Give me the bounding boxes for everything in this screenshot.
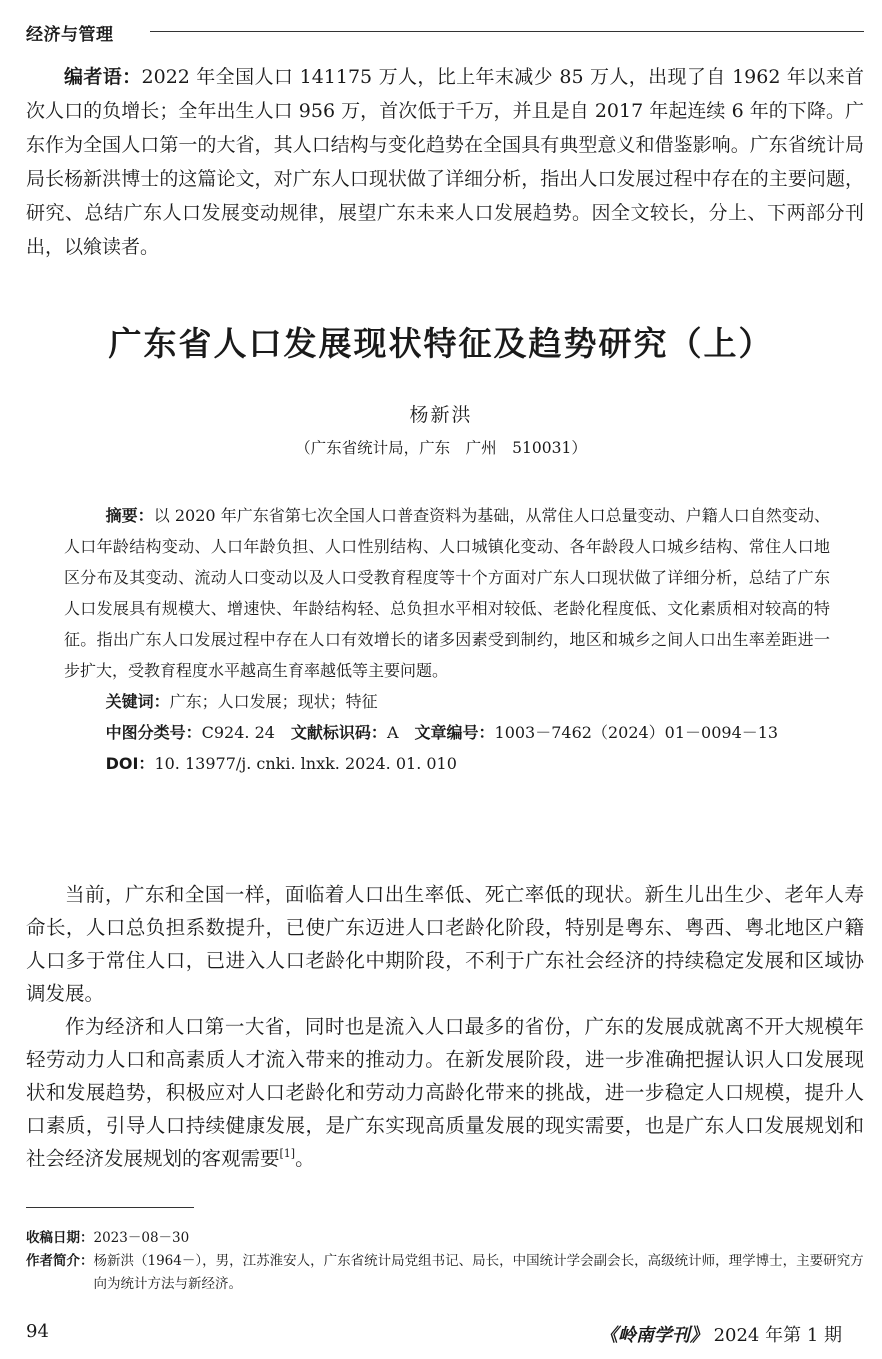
article-title: 广东省人口发展现状特征及趋势研究（上） [108, 324, 774, 363]
clc-value: C924. 24 [201, 723, 275, 742]
author-affiliation: （广东省统计局，广东 广州 510031） [295, 439, 587, 457]
doi-value: 10. 13977/j. cnki. lnxk. 2024. 01. 010 [154, 754, 457, 773]
body-text [26, 878, 864, 1175]
running-header [26, 18, 864, 44]
author-bio-row [26, 1250, 864, 1296]
clc-label: 中图分类号： [105, 723, 202, 742]
abstract-paragraph [64, 500, 830, 686]
doc-code-label: 文献标识码： [290, 723, 387, 742]
author-bio-label: 作者简介： [26, 1253, 94, 1269]
journal-info [600, 1321, 842, 1347]
keywords-value: 广东；人口发展；现状；特征 [169, 692, 378, 711]
article-no-value: 1003－7462（2024）01－0094－13 [494, 723, 779, 742]
body-paragraph-2 [26, 1010, 864, 1175]
journal-issue: 2024 年第 1 期 [713, 1325, 842, 1346]
doi-label: DOI： [105, 754, 155, 773]
doi-line [64, 748, 830, 779]
page-footer [26, 1321, 842, 1347]
author-name: 杨新洪 [409, 404, 473, 426]
received-value: 2023－08－30 [93, 1230, 190, 1246]
editor-note-label: 编者语： [64, 66, 142, 88]
received-date-row [26, 1227, 864, 1250]
editor-note-text: 2022 年全国人口 141175 万人，比上年末减少 85 万人，出现了自 1962 年以来首次人口的负增长；全年出生人口 956 万，首次低于千万，并且是自 2017 年起连续 6 年的下降。广东作为全国人口第一的大省，其人口结构与变化趋势在全国具有典型意义和借鉴影响。广东省统计局局长杨新洪博士的这篇论文，对广东人口现状做了详细分析，指出人口发展过程中存在的主要问题，研究、总结广东人口发展变动规律，展望广东未来人口发展趋势。因全文较长，分上、下两部分刊出，以飨读者。 [26, 66, 864, 258]
body-paragraph-2-text: 作为经济和人口第一大省，同时也是流入人口最多的省份，广东的发展成就离不开大规模年轻劳动力人口和高素质人才流入带来的推动力。在新发展阶段，进一步准确把握认识人口发展现状和发展趋势，积极应对人口老龄化和劳动力高龄化带来的挑战，进一步稳定人口规模，提升人口素质，引导人口持续健康发展，是广东实现高质量发展的现实需要，也是广东人口发展规划和社会经济发展规划的客观需要 [26, 1015, 864, 1170]
keywords-label: 关键词： [105, 692, 170, 711]
header-rule [150, 31, 864, 32]
abstract-block [64, 500, 830, 779]
doc-code-value: A [386, 723, 399, 742]
journal-name: 《岭南学刊》 [599, 1325, 708, 1346]
abstract-text: 以 2020 年广东省第七次全国人口普查资料为基础，从常住人口总量变动、户籍人口自然变动、人口年龄结构变动、人口年龄负担、人口性别结构、人口城镇化变动、各年龄段人口城乡结构、常住人口地区分布及其变动、流动人口变动以及人口受教育程度等十个方面对广东人口现状做了详细分析，总结了广东人口发展具有规模大、增速快、年龄结构轻、总负担水平相对较低、老龄化程度低、文化素质相对较高的特征。指出广东人口发展过程中存在人口有效增长的诸多因素受到制约，地区和城乡之间人口出生率差距进一步扩大，受教育程度水平越高生育率越低等主要问题。 [64, 506, 830, 680]
article-no-label: 文章编号： [414, 723, 495, 742]
author-bio-text: 杨新洪（1964－），男，江苏淮安人，广东省统计局党组书记、局长，中国统计学会副会长，高级统计师，理学博士，主要研究方向为统计方法与新经济。 [93, 1253, 864, 1292]
footnote-rule [26, 1207, 194, 1208]
page-number: 94 [26, 1321, 49, 1342]
body-paragraph-2-end: 。 [295, 1147, 315, 1170]
received-label: 收稿日期： [26, 1230, 94, 1246]
editor-note [26, 60, 864, 264]
citation-ref[interactable]: [1] [279, 1147, 296, 1160]
keywords-line [64, 686, 830, 717]
footnote-block [26, 1227, 864, 1296]
body-paragraph-1: 当前，广东和全国一样，面临着人口出生率低、死亡率低的现状。新生儿出生少、老年人寿命长，人口总负担系数提升，已使广东迈进人口老龄化阶段，特别是粤东、粤西、粤北地区户籍人口多于常住人口，已进入人口老龄化中期阶段，不利于广东社会经济的持续稳定发展和区域协调发展。 [26, 883, 864, 1005]
classification-line [64, 717, 830, 748]
abstract-label: 摘要： [105, 506, 154, 525]
section-title: 经济与管理 [26, 25, 114, 45]
